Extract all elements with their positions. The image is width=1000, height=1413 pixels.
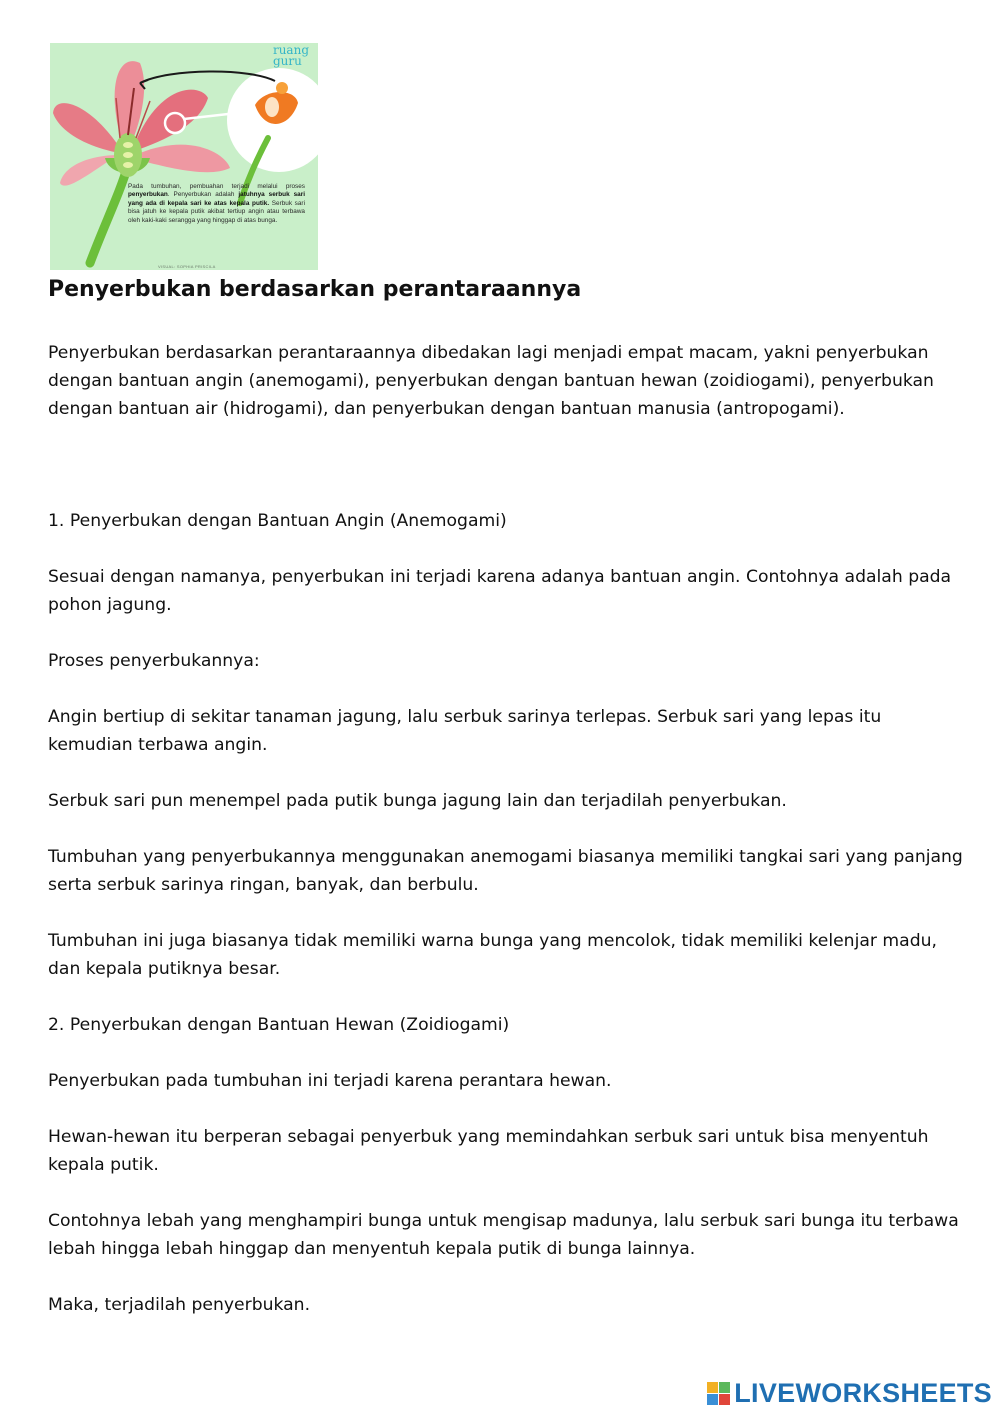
- caption-text-1: Pada tumbuhan, pembuahan terjadi melalui proses: [128, 183, 305, 190]
- paragraph: Proses penyerbukannya:: [48, 651, 260, 671]
- illustration-caption: [128, 183, 305, 225]
- flower-illustration: [50, 43, 318, 270]
- ruangguru-logo: [273, 45, 309, 67]
- petal-right: [140, 145, 230, 173]
- paragraph: Tumbuhan yang penyerbukannya menggunakan anemogami biasanya memiliki tangkai sari yang panjang serta serbuk sarinya ringan, banyak, dan berbulu.: [48, 847, 963, 895]
- paragraph: Serbuk sari pun menempel pada putik bunga jagung lain dan terjadilah penyerbukan.: [48, 791, 787, 811]
- flower-drawing: [50, 43, 318, 270]
- caption-text-3: Serbuk sari bisa jatuh ke kepala putik akibat tertiup angin atau terbawa oleh kaki-kaki serangga yang hinggap di atas bunga.: [128, 199, 305, 224]
- brand-line-1: ruang: [272, 43, 309, 57]
- liveworksheets-icon: [707, 1382, 730, 1405]
- paragraph: Sesuai dengan namanya, penyerbukan ini terjadi karena adanya bantuan angin. Contohnya adalah pada pohon jagung.: [48, 567, 952, 615]
- caption-text-2: . Penyerbukan adalah: [167, 191, 239, 199]
- flower-stem: [90, 165, 128, 263]
- caption-bold-2: jatuhnya serbuk sari yang ada di kepala sari ke atas kepala putik.: [128, 191, 305, 207]
- liveworksheets-logo[interactable]: [707, 1378, 992, 1409]
- paragraph: Contohnya lebah yang menghampiri bunga untuk mengisap madunya, lalu serbuk sari bunga itu terbawa lebah hingga lebah hinggap dan menyentuh kepala putik di bunga lainnya.: [48, 1211, 959, 1259]
- caption-bold-1: penyerbukan: [128, 191, 168, 199]
- petal-top-right: [135, 90, 208, 149]
- paragraph: Maka, terjadilah penyerbukan.: [48, 1295, 311, 1315]
- petal-left: [53, 103, 120, 153]
- section-heading-anemogami: 1. Penyerbukan dengan Bantuan Angin (Anemogami): [48, 511, 507, 531]
- paragraph: Hewan-hewan itu berperan sebagai penyerbuk yang memindahkan serbuk sari untuk bisa menyentuh kepala putik.: [48, 1127, 929, 1175]
- paragraph: Tumbuhan ini juga biasanya tidak memiliki warna bunga yang mencolok, tidak memiliki kelenjar madu, dan kepala putiknya besar.: [48, 931, 937, 979]
- logo-text: LIVEWORKSHEETS: [734, 1378, 992, 1408]
- stigma-inner: [265, 97, 279, 117]
- page-title: Penyerbukan berdasarkan perantaraannya: [48, 277, 582, 302]
- brand-line-2: guru: [272, 54, 302, 68]
- illustration-credit: VISUAL: SOPHIA PRISCILA: [158, 264, 216, 269]
- intro-paragraph: Penyerbukan berdasarkan perantaraannya dibedakan lagi menjadi empat macam, yakni penyerbukan dengan bantuan angin (anemogami), penyerbukan dengan bantuan hewan (zoidiogami), penyerbukan dengan bantuan air (hidrogami), dan penyerbukan dengan bantuan manusia (antropogami).: [48, 343, 934, 419]
- paragraph: Penyerbukan pada tumbuhan ini terjadi karena perantara hewan.: [48, 1071, 612, 1091]
- section-heading-zoidiogami: 2. Penyerbukan dengan Bantuan Hewan (Zoidiogami): [48, 1015, 510, 1035]
- paragraph: Angin bertiup di sekitar tanaman jagung, lalu serbuk sarinya terlepas. Serbuk sari yang lepas itu kemudian terbawa angin.: [48, 707, 882, 755]
